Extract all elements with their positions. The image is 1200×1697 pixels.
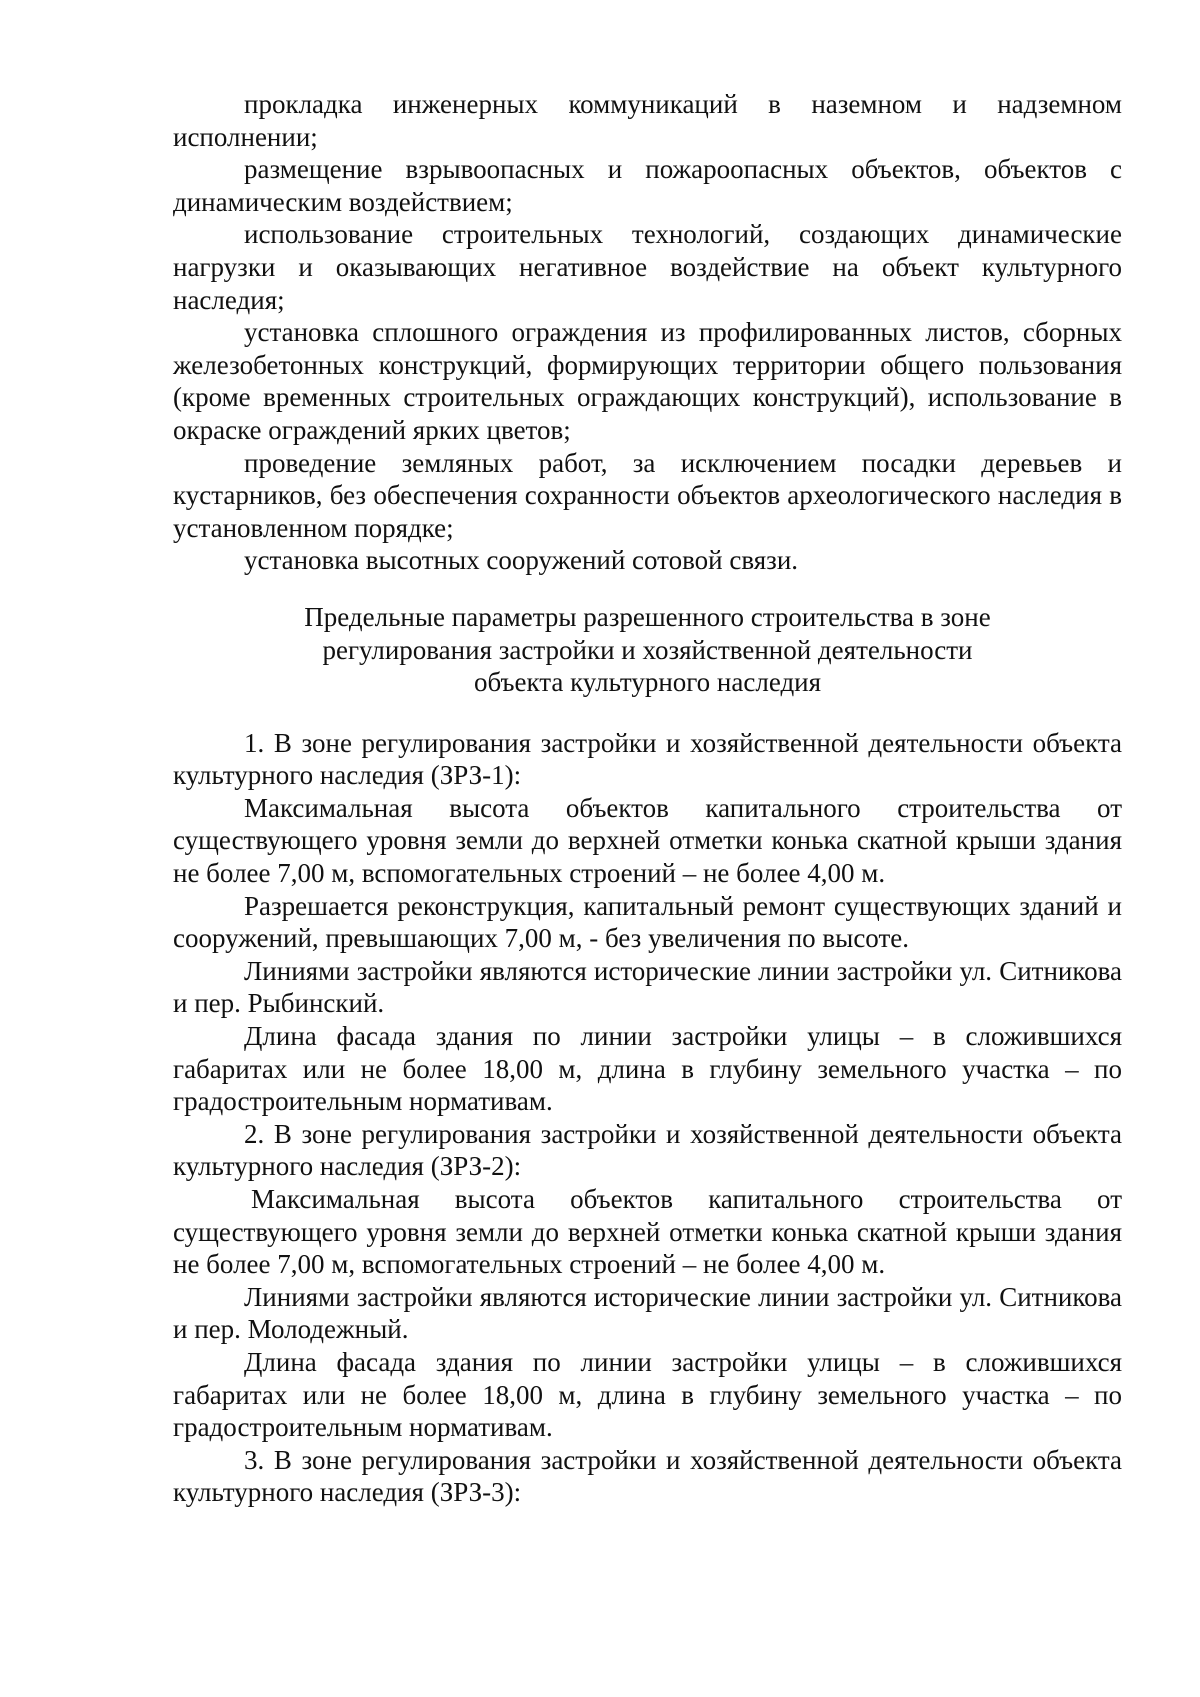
zone2-building-lines: Линиями застройки являются исторические линии застройки ул. Ситникова и пер. Молодежный. bbox=[173, 1281, 1122, 1345]
section-heading-line-1: Предельные параметры разрешенного строительства в зоне bbox=[304, 601, 991, 632]
zone1-title: 1. В зоне регулирования застройки и хозяйственной деятельности объекта культурного наследия (ЗРЗ-1): bbox=[173, 727, 1122, 791]
restriction-fencing: установка сплошного ограждения из профилированных листов, сборных железобетонных конструкций, формирующих территории общего пользования (кроме временных строительных ограждающих конструкций), использование в окраске ограждений ярких цветов; bbox=[173, 317, 1122, 445]
zone1-building-lines: Линиями застройки являются исторические линии застройки ул. Ситникова и пер. Рыбинский. bbox=[173, 955, 1122, 1019]
document-page bbox=[173, 88, 1122, 1509]
restriction-construction-technologies: использование строительных технологий, создающих динамические нагрузки и оказывающих негативное воздействие на объект культурного наследия; bbox=[173, 219, 1122, 315]
restriction-hazardous-objects: размещение взрывоопасных и пожароопасных объектов, объектов с динамическим воздействием; bbox=[173, 154, 1122, 217]
restriction-cell-towers: установка высотных сооружений сотовой связи. bbox=[244, 545, 799, 576]
zone2-max-height: Максимальная высота объектов капитального строительства от существующего уровня земли до верхней отметки конька скатной крыши здания не более 7,00 м, вспомогательных строений – не более 4,00 м. bbox=[173, 1184, 1122, 1280]
zone1-max-height: Максимальная высота объектов капитального строительства от существующего уровня земли до верхней отметки конька скатной крыши здания не более 7,00 м, вспомогательных строений – не более 4,00 м. bbox=[173, 792, 1122, 889]
zone2-facade-length: Длина фасада здания по линии застройки улицы – в сложившихся габаритах или не более 18,00 м, длина в глубину земельного участка – по градостроительным нормативам. bbox=[173, 1346, 1122, 1443]
restriction-earthworks: проведение земляных работ, за исключением посадки деревьев и кустарников, без обеспечения сохранности объектов археологического наследия в установленном порядке; bbox=[173, 447, 1122, 543]
zone1-facade-length: Длина фасада здания по линии застройки улицы – в сложившихся габаритах или не более 18,00 м, длина в глубину земельного участка – по градостроительным нормативам. bbox=[173, 1021, 1122, 1117]
restriction-utilities: прокладка инженерных коммуникаций в наземном и надземном исполнении; bbox=[173, 89, 1122, 152]
zone2-title: 2. В зоне регулирования застройки и хозяйственной деятельности объекта культурного наследия (ЗРЗ-2): bbox=[173, 1118, 1122, 1182]
zone3-title: 3. В зоне регулирования застройки и хозяйственной деятельности объекта культурного наследия (ЗРЗ-3): bbox=[173, 1444, 1122, 1508]
section-heading bbox=[173, 601, 1122, 699]
section-heading-line-3: объекта культурного наследия bbox=[473, 667, 822, 698]
zone1-reconstruction: Разрешается реконструкция, капитальный ремонт существующих зданий и сооружений, превышающих 7,00 м, - без увеличения по высоте. bbox=[173, 890, 1122, 954]
section-heading-line-2: регулирования застройки и хозяйственной деятельности bbox=[322, 634, 973, 665]
